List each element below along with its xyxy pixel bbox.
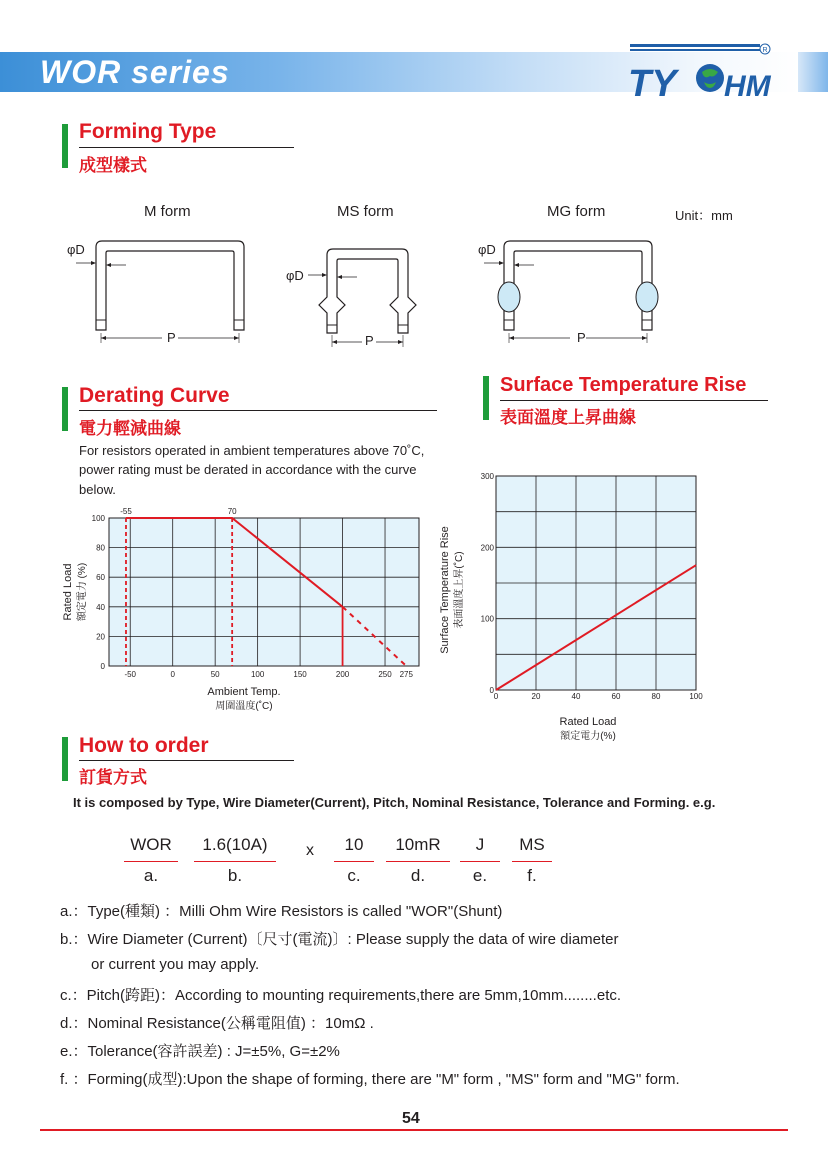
ty-ohm-logo: [626, 40, 774, 98]
mg-form-label: MG form: [547, 203, 606, 220]
x-axis-title: Rated Load: [559, 716, 617, 728]
ms-form-drawing: [282, 235, 432, 350]
forming-section-marker: [62, 124, 68, 168]
y-tick-label: 0: [489, 686, 494, 695]
order-desc-c: c.：Pitch(跨距)：According to mounting requirements,there are 5mm,10mm........etc.: [60, 987, 622, 1004]
order-title-rule: [79, 760, 294, 761]
mg-form-drawing: [470, 235, 670, 347]
order-desc-f: f. ：Forming(成型):Upon the shape of forming, there are "M" form , "MS" form and "MG" form.: [60, 1071, 680, 1088]
derating-section-marker: [62, 387, 68, 431]
x-tick-label: 0: [170, 670, 175, 679]
y-tick-label: 80: [96, 543, 105, 553]
x-tick-label: 150: [293, 670, 307, 679]
y-tick-label: 300: [480, 472, 494, 481]
order-desc-b: b.：Wire Diameter (Current)〔尺寸(電流)〕: Please supply the data of wire diameter: [60, 931, 619, 948]
order-intro: It is composed by Type, Wire Diameter(Current), Pitch, Nominal Resistance, Tolerance and Forming. e.g.: [73, 795, 716, 810]
y-tick-label: 40: [96, 602, 105, 612]
y-tick-label: 60: [96, 573, 105, 583]
x-tick-label: 60: [611, 692, 621, 701]
derating-description-line-2: power rating must be derated in accordance with the curve: [79, 462, 417, 477]
x-tick-label: -50: [124, 670, 137, 679]
ms-form-p-label: P: [365, 333, 374, 348]
page-title: WOR series: [40, 54, 230, 90]
mg-form-p-label: P: [577, 330, 586, 345]
m-form-drawing: [62, 235, 262, 345]
x-axis-title: Ambient Temp.: [207, 686, 281, 698]
y-axis-title: Rated Load: [62, 563, 74, 621]
m-form-p-label: P: [167, 330, 176, 345]
order-part-underline: [194, 861, 276, 862]
order-title: How to order: [79, 734, 209, 757]
x-tick-label: 100: [250, 670, 265, 679]
forming-title: Forming Type: [79, 120, 217, 143]
derating-title-rule: [79, 410, 437, 411]
plot-area: [109, 518, 419, 666]
order-desc-e: e.：Tolerance(容許誤差) : J=±5%, G=±2%: [60, 1043, 340, 1060]
order-part-underline: [334, 861, 374, 862]
order-part-underline: [124, 861, 178, 862]
order-part-underline: [386, 861, 450, 862]
forming-title-rule: [79, 147, 294, 148]
order-desc-b-cont: or current you may apply.: [91, 956, 260, 973]
order-part-letter: e.: [472, 866, 488, 885]
derating-chart: [55, 500, 435, 725]
y-tick-label: 20: [96, 632, 105, 642]
order-part-letter: d.: [410, 866, 426, 885]
x-tick-label: 40: [571, 692, 581, 701]
x-tick-label: 100: [689, 692, 703, 701]
surface-chart: [432, 465, 722, 750]
x-tick-label: 80: [651, 692, 661, 701]
x-tick-label: 20: [531, 692, 541, 701]
top-marker-label: 70: [227, 507, 237, 516]
order-part-value: MS: [519, 835, 545, 854]
order-part-value: J: [475, 835, 485, 854]
forming-subtitle: 成型樣式: [79, 156, 147, 175]
order-part-letter: f.: [527, 866, 537, 885]
x-axis-subtitle: 額定電力(%): [560, 731, 616, 742]
order-part-underline: [512, 861, 552, 862]
page-number: 54: [402, 1110, 420, 1127]
mg-form-phi-label: φD: [478, 242, 496, 257]
y-axis-subtitle: 表面溫度上昇(˚C): [454, 551, 465, 629]
derating-description-line-1: For resistors operated in ambient temperatures above 70˚C,: [79, 443, 425, 458]
order-part-value: 1.6(10A): [202, 835, 268, 854]
x-tick-label: 200: [335, 670, 350, 679]
unit-label: Unit：mm: [675, 208, 733, 223]
y-tick-label: 100: [480, 614, 494, 624]
surface-subtitle: 表面溫度上昇曲線: [500, 408, 636, 427]
surface-title-rule: [500, 400, 768, 401]
x-axis-subtitle: 周圍溫度(˚C): [215, 701, 273, 712]
svg-text:TY: TY: [628, 63, 677, 98]
order-desc-a: a.：Type(種類) ：Milli Ohm Wire Resistors is called "WOR"(Shunt): [60, 903, 503, 920]
order-desc-d: d.：Nominal Resistance(公稱電阻值) ：10mΩ .: [60, 1015, 374, 1032]
order-part-letter: c.: [347, 866, 361, 885]
order-part-value: WOR: [130, 835, 172, 854]
header-banner-tab: [798, 52, 828, 92]
y-tick-label: 100: [91, 514, 105, 523]
order-part-underline: [460, 861, 500, 862]
order-part-value: 10: [344, 835, 364, 854]
m-form-label: M form: [144, 203, 191, 220]
x-tick-label: 275: [399, 670, 413, 679]
order-part-value: 10mR: [395, 835, 441, 854]
surface-title: Surface Temperature Rise: [500, 374, 747, 396]
m-form-phi-label: φD: [67, 242, 85, 257]
derating-title: Derating Curve: [79, 384, 230, 407]
order-section-marker: [62, 737, 68, 781]
order-times-sign: x: [306, 842, 314, 859]
order-part-letter: b.: [227, 866, 243, 885]
y-tick-label: 200: [480, 543, 494, 553]
derating-subtitle: 電力輕減曲線: [79, 419, 181, 438]
svg-text:R: R: [762, 47, 768, 54]
surface-chart-svg: [432, 465, 722, 750]
x-tick-label: 250: [378, 670, 392, 679]
x-tick-label: 50: [210, 670, 220, 679]
footer-rule: [40, 1129, 788, 1131]
surface-section-marker: [483, 376, 489, 420]
order-part-letter: a.: [143, 866, 159, 885]
x-tick-label: 0: [493, 692, 499, 701]
ms-form-phi-label: φD: [286, 268, 304, 283]
derating-chart-svg: [55, 500, 435, 725]
y-tick-label: 0: [100, 662, 105, 671]
ms-form-label: MS form: [337, 203, 394, 220]
y-axis-subtitle: 額定電力 (%): [77, 562, 88, 622]
top-marker-label: -55: [120, 507, 132, 516]
order-subtitle: 訂貨方式: [79, 768, 147, 787]
y-axis-title: Surface Temperature Rise: [439, 526, 451, 654]
svg-text:HM: HM: [724, 70, 771, 98]
derating-description-line-3: below.: [79, 482, 116, 497]
